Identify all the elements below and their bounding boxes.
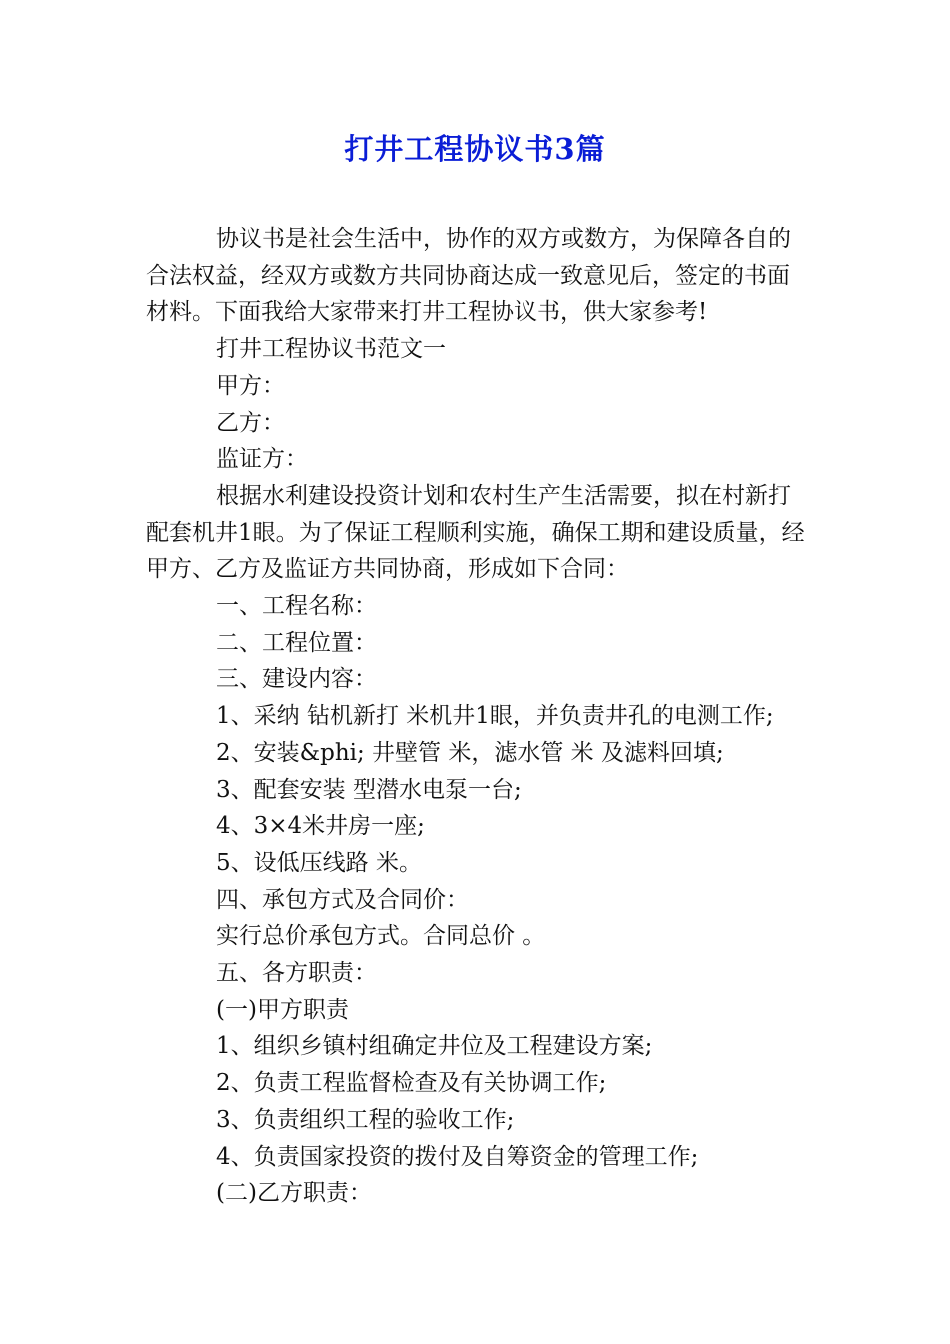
contract-method-text: 实行总价承包方式。合同总价 。 — [216, 923, 546, 950]
document-body — [146, 221, 806, 1212]
party-b-line: 乙方： — [216, 409, 285, 436]
clause-contract-method: 四、承包方式及合同价： — [216, 886, 469, 913]
content-item-2: 2、安装&phi; 井壁管 米，滤水管 米 及滤料回填; — [216, 739, 724, 766]
content-item-3: 3、配套安装 型潜水电泵一台; — [216, 776, 522, 803]
clause-project-location: 二、工程位置： — [216, 629, 377, 656]
content-item-4: 4、3×4米井房一座; — [216, 813, 425, 840]
party-a-duty-2: 2、负责工程监督检查及有关协调工作; — [216, 1070, 607, 1097]
intro-paragraph: 协议书是社会生活中，协作的双方或数方，为保障各自的合法权益，经双方或数方共同协商达成一致意见后，签定的书面材料。下面我给大家带来打井工程协议书，供大家参考! — [146, 226, 791, 326]
witness-line: 监证方： — [216, 446, 308, 473]
section-heading-sample-one: 打井工程协议书范文一 — [216, 336, 446, 363]
party-a-duty-1: 1、组织乡镇村组确定井位及工程建设方案; — [216, 1033, 653, 1060]
clause-project-name: 一、工程名称： — [216, 593, 377, 620]
content-item-1: 1、采纳 钻机新打 米机井1眼，并负责井孔的电测工作; — [216, 703, 774, 730]
party-a-duty-4: 4、负责国家投资的拨付及自筹资金的管理工作; — [216, 1143, 699, 1170]
content-item-5: 5、设低压线路 米。 — [216, 849, 422, 876]
party-a-duty-3: 3、负责组织工程的验收工作; — [216, 1106, 515, 1133]
clause-construction-content: 三、建设内容： — [216, 666, 377, 693]
party-a-line: 甲方： — [216, 372, 285, 399]
preamble-paragraph: 根据水利建设投资计划和农村生产生活需要，拟在村新打配套机井1眼。为了保证工程顺利实施，确保工期和建设质量，经甲方、乙方及监证方共同协商，形成如下合同： — [146, 482, 805, 583]
party-b-duties-heading: (二)乙方职责： — [216, 1180, 372, 1207]
document-title: 打井工程协议书3篇 — [344, 132, 606, 166]
party-a-duties-heading: (一)甲方职责 — [216, 996, 349, 1023]
clause-responsibilities: 五、各方职责： — [216, 960, 377, 987]
